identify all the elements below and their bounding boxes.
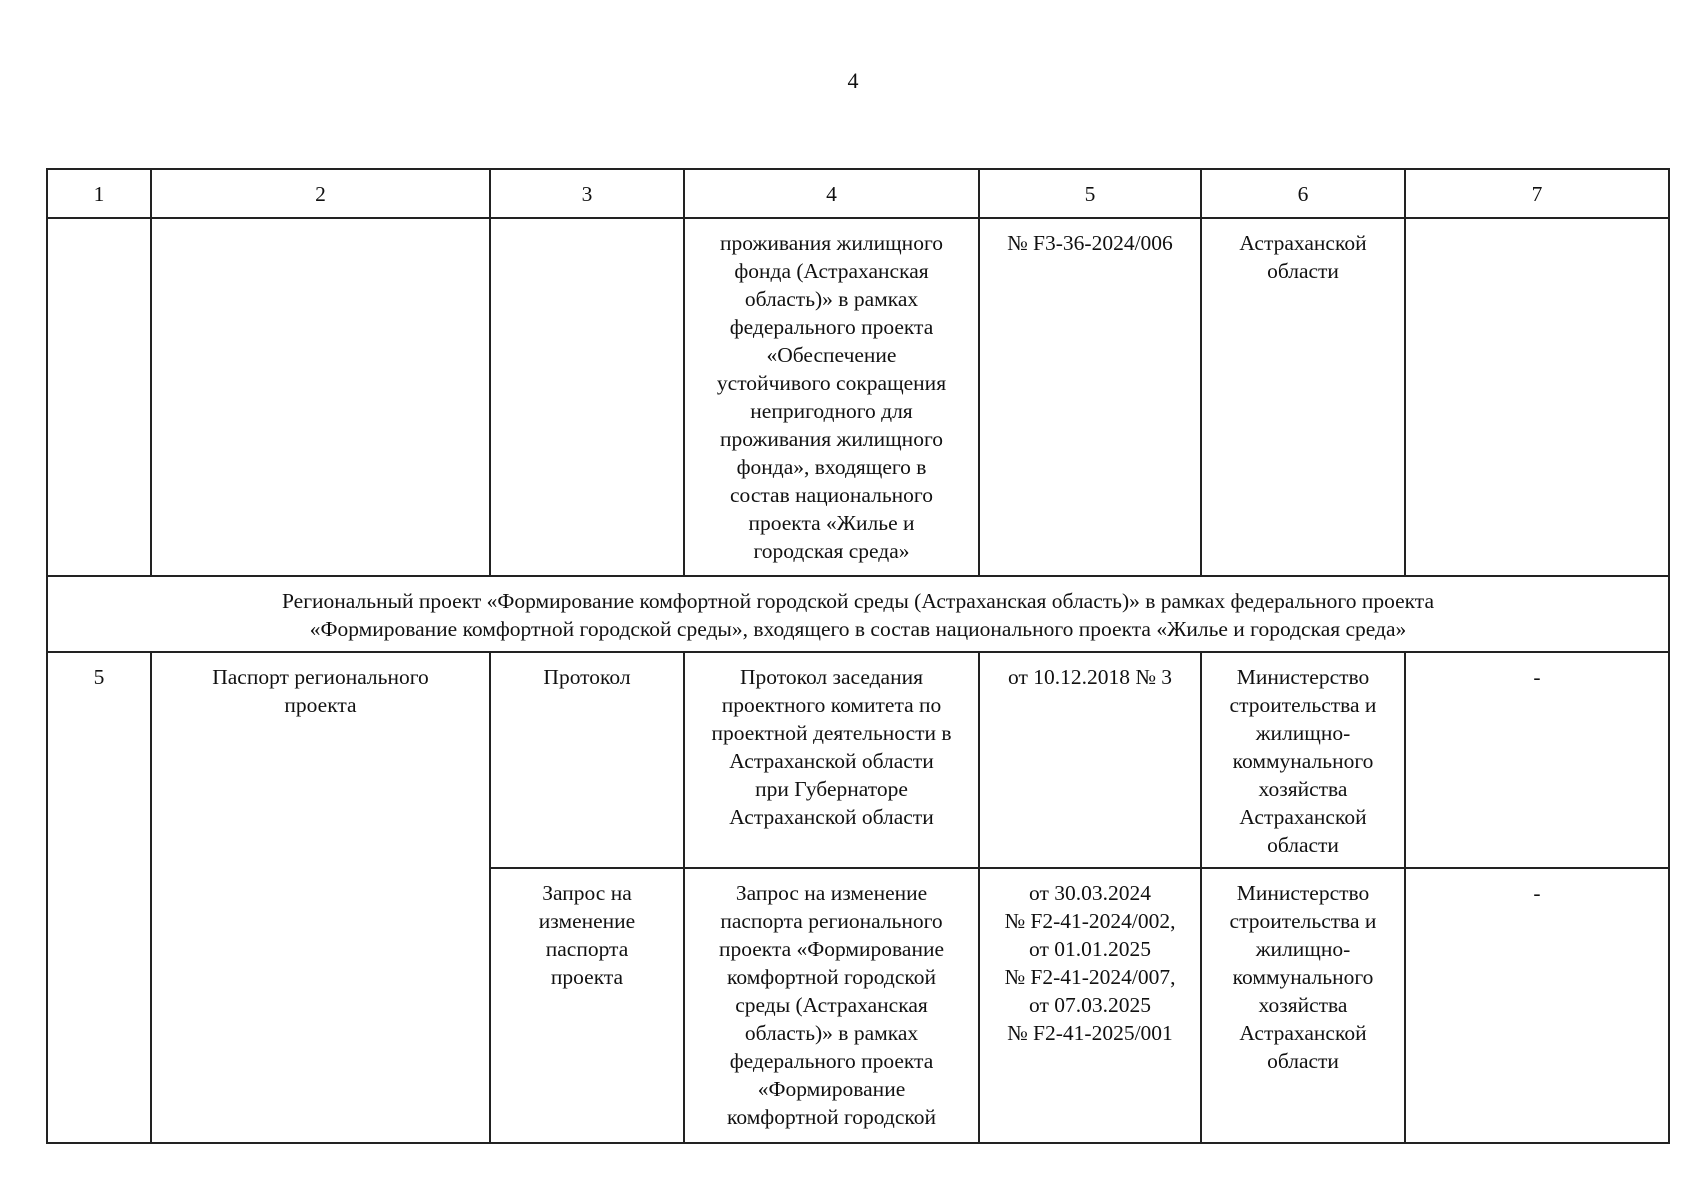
section-title-row xyxy=(47,576,1669,652)
doc-title: Запрос на изменение паспорта регионального проекта «Формирование комфортной городской среды (Астраханская область)» в рамках федерального проекта «Формирование комфортной городской xyxy=(684,868,979,1143)
cell-doc-title: проживания жилищного фонда (Астраханская область)» в рамках федерального проекта «Обеспечение устойчивого сокращения непригодного для проживания жилищного фонда», входящего в состав национального проекта «Жилье и городская среда» xyxy=(684,218,979,576)
cell-note xyxy=(1405,218,1669,576)
doc-note: - xyxy=(1405,868,1669,1143)
doc-authority: Министерство строительства и жилищно- коммунального хозяйства Астраханской области xyxy=(1201,652,1405,868)
column-header-1: 1 xyxy=(47,169,151,218)
cell-doc-type xyxy=(490,218,684,576)
cell-authority: Астраханской области xyxy=(1201,218,1405,576)
item-number: 5 xyxy=(47,652,151,1143)
doc-type: Запрос на изменение паспорта проекта xyxy=(490,868,684,1143)
column-header-5: 5 xyxy=(979,169,1201,218)
doc-details: от 30.03.2024 № F2-41-2024/002, от 01.01.2025 № F2-41-2024/007, от 07.03.2025 № F2-41-2025/001 xyxy=(979,868,1201,1143)
doc-details: от 10.12.2018 № 3 xyxy=(979,652,1201,868)
cell-number xyxy=(47,218,151,576)
doc-note: - xyxy=(1405,652,1669,868)
cell-name xyxy=(151,218,490,576)
doc-title: Протокол заседания проектного комитета по проектной деятельности в Астраханской области при Губернаторе Астраханской области xyxy=(684,652,979,868)
column-header-2: 2 xyxy=(151,169,490,218)
document-table xyxy=(46,168,1670,1144)
column-header-3: 3 xyxy=(490,169,684,218)
column-number-row xyxy=(47,169,1669,218)
continued-row xyxy=(47,218,1669,576)
column-header-7: 7 xyxy=(1405,169,1669,218)
page-number: 4 xyxy=(847,68,859,93)
column-header-6: 6 xyxy=(1201,169,1405,218)
column-header-4: 4 xyxy=(684,169,979,218)
doc-type: Протокол xyxy=(490,652,684,868)
section-title: Региональный проект «Формирование комфортной городской среды (Астраханская область)» в рамках федерального проекта «Формирование комфортной городской среды», входящего в состав национального проекта «Жилье и городская среда» xyxy=(47,576,1669,652)
doc-authority: Министерство строительства и жилищно- коммунального хозяйства Астраханской области xyxy=(1201,868,1405,1143)
cell-doc-details: № F3-36-2024/006 xyxy=(979,218,1201,576)
item-name: Паспорт регионального проекта xyxy=(151,652,490,1143)
item-row xyxy=(47,652,1669,868)
